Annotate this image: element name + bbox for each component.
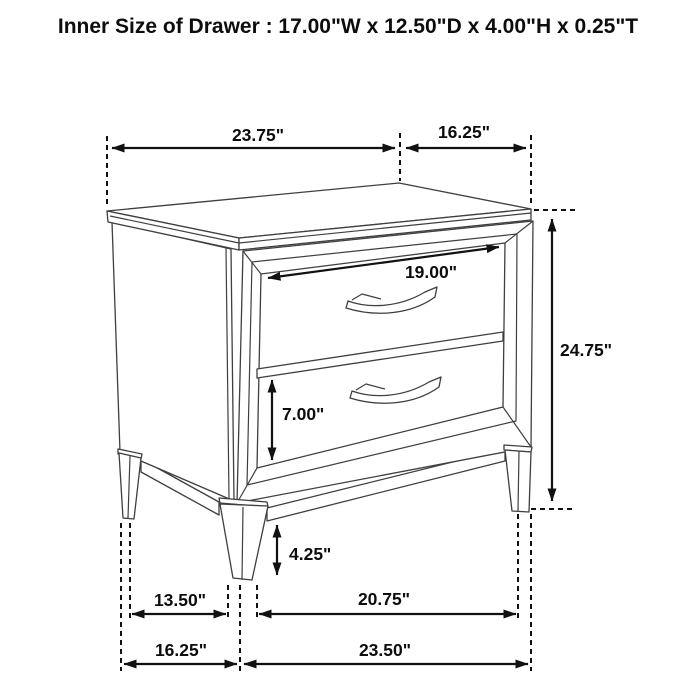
dim-leg-span-width [259,589,516,614]
page-title: Inner Size of Drawer : 17.00"W x 12.50"D x 4.00"H x 0.25"T [57,15,639,38]
leg-back-left [118,449,142,519]
dim-base-depth-label: 16.25" [154,640,208,660]
dim-top-depth [406,122,526,148]
dim-top-width-label: 23.75" [231,125,285,145]
dim-top-depth-label: 16.25" [437,122,491,142]
dim-drawer-width-label: 19.00" [404,262,458,282]
dim-leg-height [277,525,331,575]
dim-leg-span-depth [132,590,226,614]
leg-front-right [504,445,532,512]
dim-leg-span-width-label: 20.75" [357,589,411,609]
dim-leg-height-label: 4.25" [289,544,332,564]
nightstand-drawing [107,183,533,580]
dim-drawer-height-label: 7.00" [282,404,325,424]
dim-base-width [244,640,528,664]
dim-overall-height-label: 24.75" [560,340,613,360]
dim-base-depth [124,640,237,664]
dim-top-width [112,125,395,148]
dim-overall-height [552,219,612,501]
leg-front-center [219,498,268,580]
dim-base-width-label: 23.50" [358,640,412,660]
dim-leg-span-depth-label: 13.50" [153,590,207,610]
